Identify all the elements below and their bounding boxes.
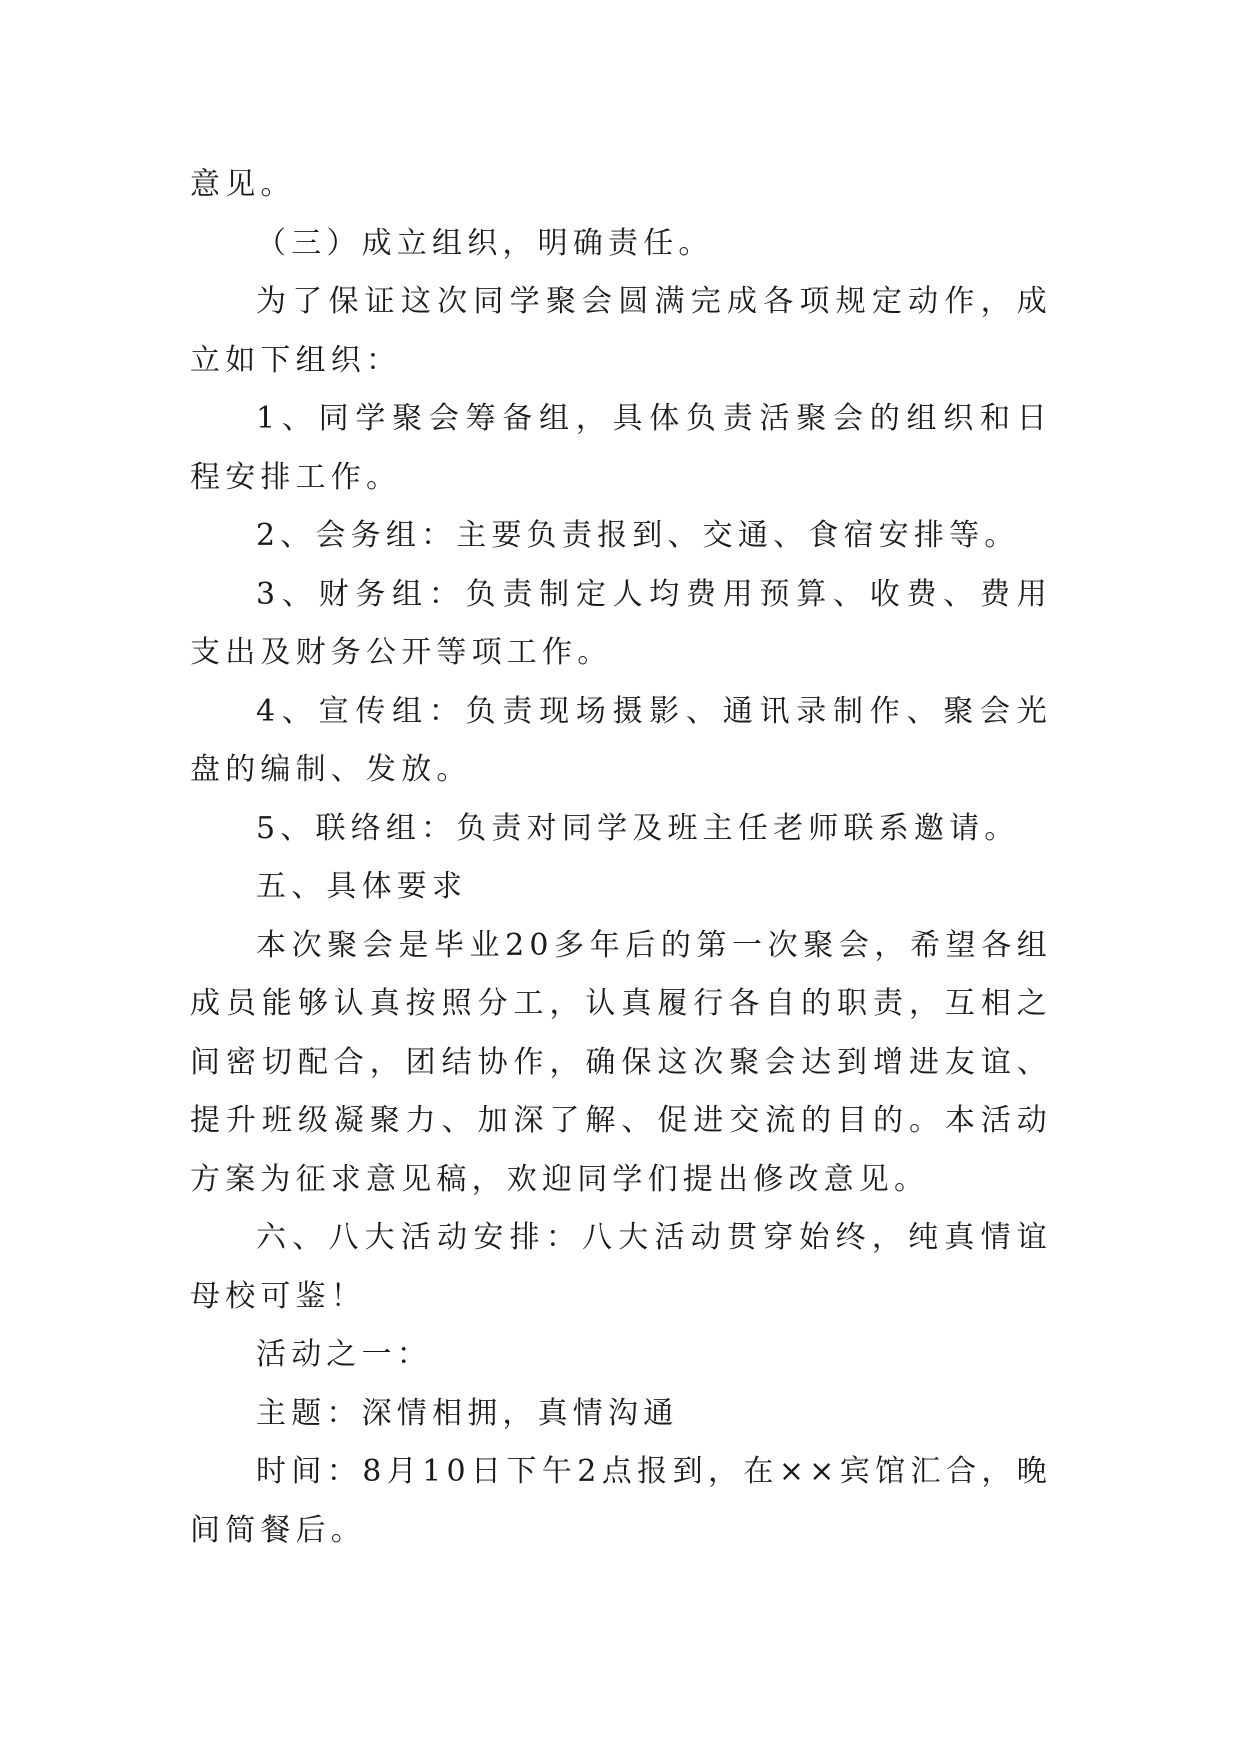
paragraph-5: 2、会务组：主要负责报到、交通、食宿安排等。 bbox=[256, 518, 1020, 553]
paragraph-10: 本次聚会是毕业20多年后的第一次聚会，希望各组成员能够认真按照分工，认真履行各自的职责，互相之间密切配合，团结协作，确保这次聚会达到增进友谊、提升班级凝聚力、加深了解、促进交流的目的。本活动方案为征求意见稿，欢迎同学们提出修改意见。 bbox=[190, 927, 1052, 1197]
paragraph-3: 为了保证这次同学聚会圆满完成各项规定动作，成立如下组织： bbox=[190, 284, 1052, 378]
section-heading-five: 五、具体要求 bbox=[256, 869, 468, 904]
document-body bbox=[190, 156, 1052, 1560]
paragraph-2: （三）成立组织，明确责任。 bbox=[256, 225, 714, 261]
paragraph-1: 意见。 bbox=[190, 167, 296, 202]
paragraph-6: 3、财务组：负责制定人均费用预算、收费、费用支出及财务公开等项工作。 bbox=[190, 576, 1052, 670]
paragraph-7: 4、宣传组：负责现场摄影、通讯录制作、聚会光盘的编制、发放。 bbox=[190, 693, 1052, 787]
paragraph-4: 1、同学聚会筹备组，具体负责活聚会的组织和日程安排工作。 bbox=[190, 401, 1052, 495]
paragraph-8: 5、联络组：负责对同学及班主任老师联系邀请。 bbox=[256, 810, 1020, 846]
paragraph-14: 时间：8月10日下午2点报到，在××宾馆汇合，晚间简餐后。 bbox=[190, 1454, 1052, 1548]
section-heading-six: 六、八大活动安排：八大活动贯穿始终，纯真情谊母校可鉴！ bbox=[190, 1220, 1052, 1314]
paragraph-13: 主题：深情相拥，真情沟通 bbox=[256, 1395, 679, 1431]
paragraph-12: 活动之一： bbox=[256, 1337, 432, 1372]
